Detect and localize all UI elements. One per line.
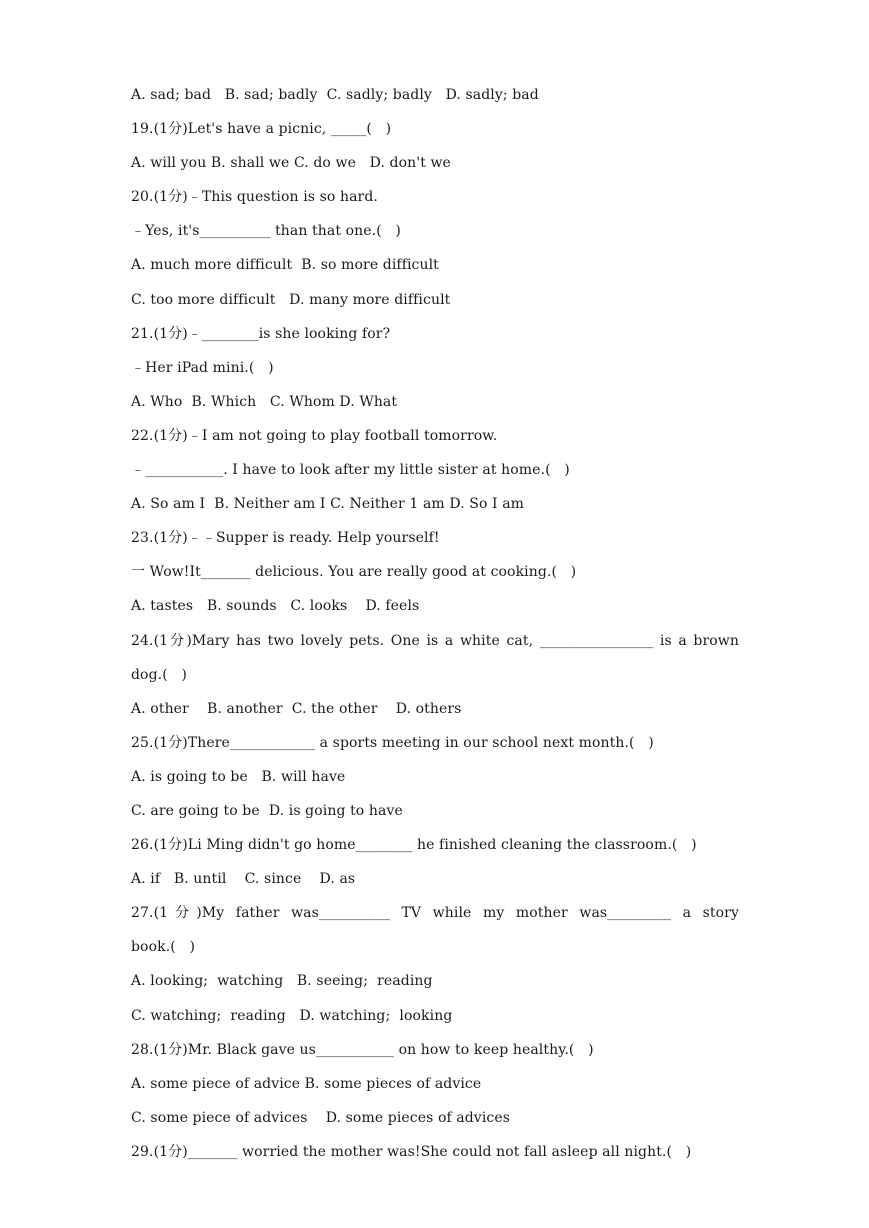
q24-stem: 24.(1分)Mary has two lovely pets. One is a white cat, ________________ is a brown <box>131 632 739 649</box>
q27-stem: 27.(1分)My father was__________ TV while my mother was_________ a story <box>131 905 739 922</box>
q25-options-cd: C. are going to be D. is going to have <box>131 802 403 819</box>
q27-options-ab: A. looking; watching B. seeing; reading <box>131 973 433 990</box>
q18-options: A. sad; bad B. sad; badly C. sadly; badly D. sadly; bad <box>131 87 539 103</box>
q20-stem: 20.(1分)﹣This question is so hard. <box>131 189 378 206</box>
q24-options: A. other B. another C. the other D. others <box>131 700 462 717</box>
q19-options: A. will you B. shall we C. do we D. don't we <box>131 155 451 172</box>
q28-options-ab: A. some piece of advice B. some pieces of advice <box>131 1075 482 1092</box>
q22-reply: ﹣___________. I have to look after my little sister at home.( ) <box>131 462 570 479</box>
q21-reply: ﹣Her iPad mini.( ) <box>131 359 274 376</box>
q20-reply: ﹣Yes, it's__________ than that one.( ) <box>131 223 401 240</box>
q20-options-cd: C. too more difficult D. many more difficult <box>131 291 451 308</box>
q22-stem: 22.(1分)﹣I am not going to play football tomorrow. <box>131 427 498 444</box>
q27-stem-continued: book.( ) <box>131 939 196 956</box>
q23-reply: 一 Wow!It_______ delicious. You are really good at cooking.( ) <box>131 564 577 581</box>
q26-stem: 26.(1分)Li Ming didn't go home________ he finished cleaning the classroom.( ) <box>131 837 697 854</box>
q19-stem: 19.(1分)Let's have a picnic, _____( ) <box>131 121 392 138</box>
q23-options: A. tastes B. sounds C. looks D. feels <box>131 598 420 615</box>
q25-options-ab: A. is going to be B. will have <box>131 768 346 785</box>
q28-stem: 28.(1分)Mr. Black gave us___________ on how to keep healthy.( ) <box>131 1041 594 1058</box>
q21-options: A. Who B. Which C. Whom D. What <box>131 393 398 410</box>
q21-stem: 21.(1分)﹣________is she looking for? <box>131 325 391 342</box>
q24-stem-continued: dog.( ) <box>131 666 187 683</box>
q20-options-ab: A. much more difficult B. so more difficult <box>131 257 439 274</box>
q25-stem: 25.(1分)There____________ a sports meeting in our school next month.( ) <box>131 734 654 751</box>
q26-options: A. if B. until C. since D. as <box>131 871 356 888</box>
q23-stem: 23.(1分)﹣﹣Supper is ready. Help yourself! <box>131 530 440 547</box>
q22-options: A. So am I B. Neither am I C. Neither 1 am D. So I am <box>131 496 525 513</box>
document-page <box>131 84 739 1175</box>
q28-options-cd: C. some piece of advices D. some pieces of advices <box>131 1109 511 1126</box>
q27-options-cd: C. watching; reading D. watching; looking <box>131 1007 453 1024</box>
q29-stem: 29.(1分)_______ worried the mother was!She could not fall asleep all night.( ) <box>131 1143 692 1160</box>
